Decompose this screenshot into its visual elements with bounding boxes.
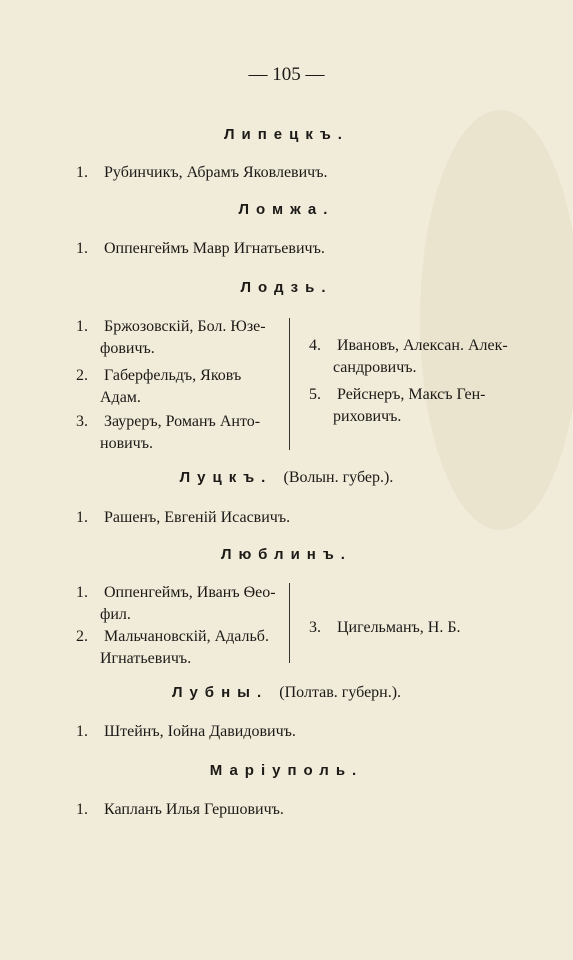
entry-text: Бржозовскій, Бол. Юзе- xyxy=(104,318,266,335)
entry-lipetsk-1 xyxy=(76,164,328,182)
entry-text: Габерфельдъ, Яковъ xyxy=(104,367,242,384)
entry-text: Рейснеръ, Максъ Ген- xyxy=(337,386,486,403)
entry-number: 1. xyxy=(76,509,88,526)
entry-lublin-2-cont: Игнатьевичъ. xyxy=(100,650,192,667)
entry-text: Штейнъ, Іойна Давидовичъ. xyxy=(104,723,296,740)
section-heading-lipetsk: Липецкъ. xyxy=(224,126,349,143)
entry-number: 1. xyxy=(76,723,88,740)
entry-lodz-1 xyxy=(76,318,266,336)
entry-mariupol-1 xyxy=(76,801,284,819)
entry-text: Зауреръ, Романъ Анто- xyxy=(104,413,261,430)
entry-text: Ивановъ, Алексан. Алек- xyxy=(337,337,508,354)
entry-lublin-1 xyxy=(76,584,276,602)
entry-lodz-2-cont: Адам. xyxy=(100,389,141,406)
entry-lutsk-1 xyxy=(76,509,290,527)
entry-number: 2. xyxy=(76,628,88,645)
paper-stain xyxy=(420,110,573,530)
entry-lodz-3-cont: новичъ. xyxy=(100,435,153,452)
entry-number: 3. xyxy=(76,413,88,430)
entry-number: 1. xyxy=(76,164,88,181)
section-title: Луцкъ. xyxy=(179,469,273,486)
entry-number: 1. xyxy=(76,801,88,818)
entry-lodz-4 xyxy=(309,337,508,355)
section-heading-lubny xyxy=(0,684,573,702)
entry-lublin-2 xyxy=(76,628,269,646)
entry-text: Рашенъ, Евгеній Исасвичъ. xyxy=(104,509,291,526)
section-heading-lodz: Лодзь. xyxy=(240,279,333,296)
entry-text: Мальчановскій, Адальб. xyxy=(104,628,269,645)
column-divider xyxy=(289,583,290,663)
entry-lublin-1-cont: фил. xyxy=(100,606,131,623)
section-title: Лубны. xyxy=(171,684,269,701)
section-heading-mariupol: Маріуполь. xyxy=(209,762,364,779)
entry-lodz-5 xyxy=(309,386,486,404)
entry-lodz-3 xyxy=(76,413,260,431)
entry-number: 1. xyxy=(76,318,88,335)
entry-text: Рубинчикъ, Абрамъ Яковлевичъ. xyxy=(104,164,328,181)
entry-lodz-5-cont: риховичъ. xyxy=(333,408,402,425)
entry-text: Оппенгеймъ, Иванъ Ѳео- xyxy=(104,584,276,601)
entry-number: 1. xyxy=(76,584,88,601)
entry-lodz-2 xyxy=(76,367,241,385)
entry-lomzha-1 xyxy=(76,240,325,258)
entry-lubny-1 xyxy=(76,723,296,741)
section-heading-lomzha: Ломжа. xyxy=(238,201,335,218)
entry-text: Оппенгеймъ Мавр Игнатьевичъ. xyxy=(104,240,325,257)
entry-number: 4. xyxy=(309,337,321,354)
page-number: — 105 — xyxy=(248,64,325,85)
section-heading-lutsk xyxy=(0,469,573,487)
entry-lodz-4-cont: сандровичъ. xyxy=(333,359,417,376)
entry-lublin-3 xyxy=(309,619,461,637)
entry-text: Капланъ Илья Гершовичъ. xyxy=(104,801,284,818)
entry-number: 3. xyxy=(309,619,321,636)
entry-text: Цигельманъ, Н. Б. xyxy=(337,619,461,636)
section-note: (Полтав. губерн.). xyxy=(279,684,402,701)
entry-number: 5. xyxy=(309,386,321,403)
section-note: (Волын. губер.). xyxy=(283,469,394,486)
entry-number: 1. xyxy=(76,240,88,257)
entry-number: 2. xyxy=(76,367,88,384)
section-heading-lublin: Люблинъ. xyxy=(221,546,352,563)
column-divider xyxy=(289,318,290,450)
entry-lodz-1-cont: фовичъ. xyxy=(100,340,155,357)
